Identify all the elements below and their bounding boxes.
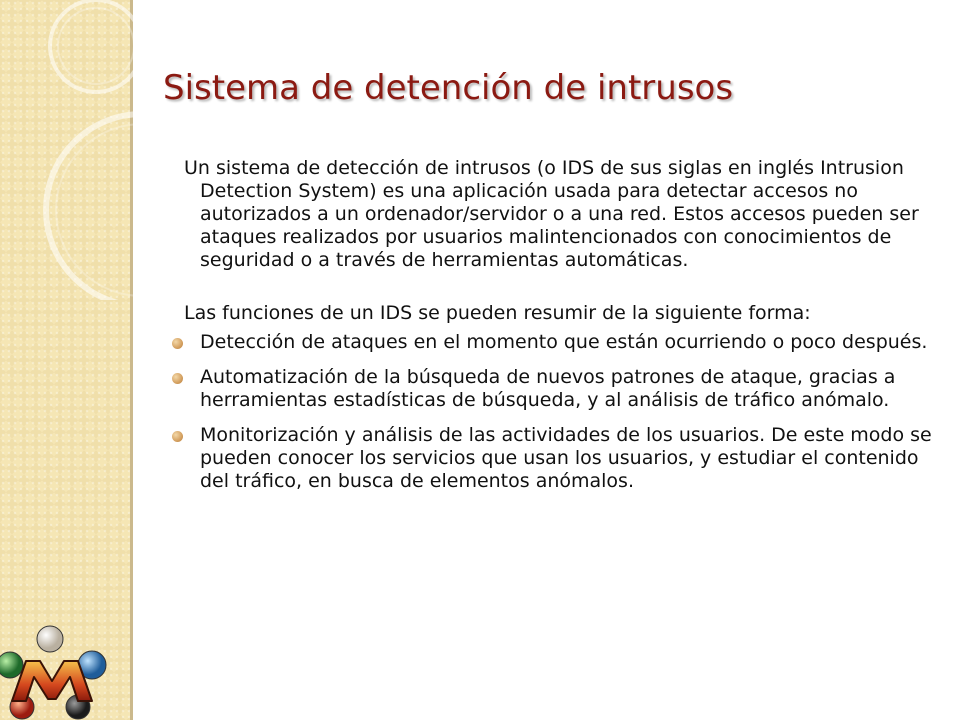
bullet-list bbox=[200, 331, 940, 493]
bullet-item: Detección de ataques en el momento que están ocurriendo o poco después. bbox=[200, 331, 940, 354]
bullet-item: Automatización de la búsqueda de nuevos patrones de ataque, gracias a herramientas estadísticas de búsqueda, y al análisis de tráfico anómalo. bbox=[200, 366, 940, 412]
m-emblem-logo bbox=[0, 625, 112, 720]
decorative-rings bbox=[0, 0, 170, 300]
bullet-item: Monitorización y análisis de las actividades de los usuarios. De este modo se pueden conocer los servicios que usan los usuarios, y estudiar el contenido del tráfico, en busca de elementos anómalos. bbox=[200, 424, 940, 493]
slide-body bbox=[184, 157, 940, 493]
functions-intro: Las funciones de un IDS se pueden resumir de la siguiente forma: bbox=[184, 302, 811, 324]
intro-paragraph: Un sistema de detección de intrusos (o IDS de sus siglas en inglés Intrusion Detection System) es una aplicación usada para detectar accesos no autorizados a un ordenador/servidor o a una red. Estos accesos pueden ser ataques realizados por usuarios malintencionados con conocimientos de seguridad o a través de herramientas automáticas. bbox=[184, 157, 919, 271]
slide-title: Sistema de detención de intrusos bbox=[163, 68, 734, 108]
